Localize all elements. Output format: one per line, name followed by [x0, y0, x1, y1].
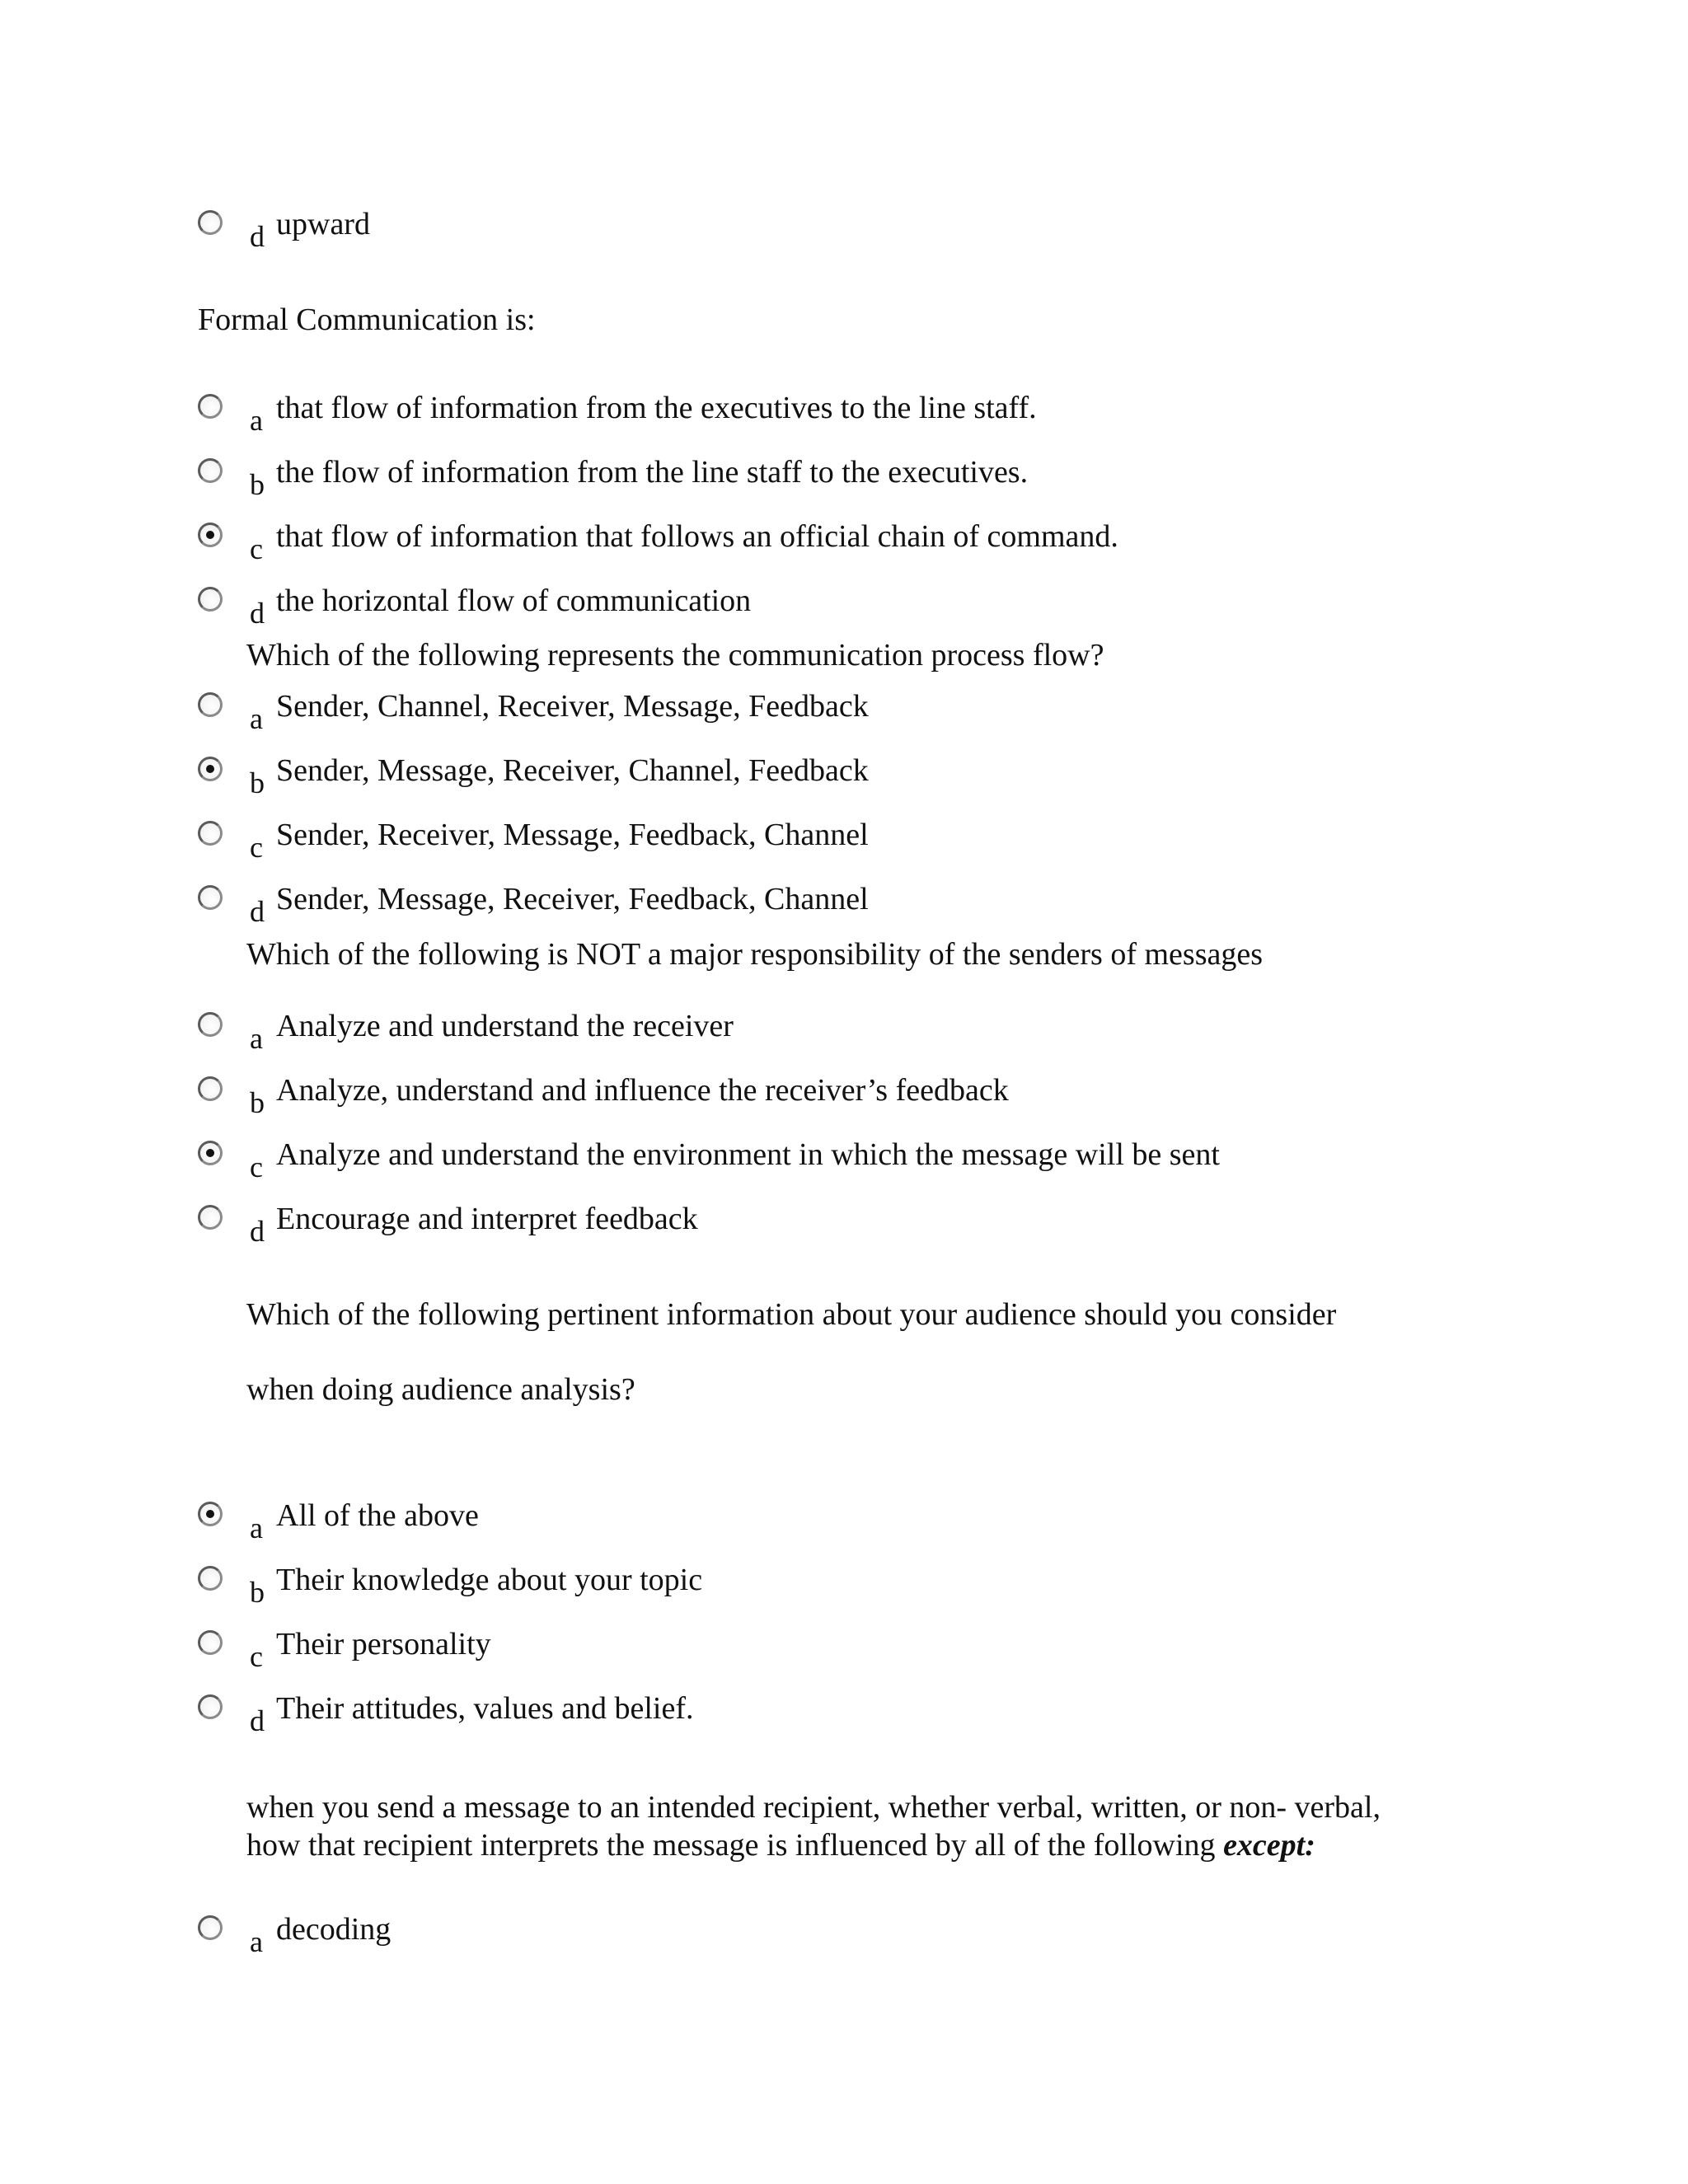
radio-button[interactable] [198, 692, 223, 717]
option-text: All of the above [276, 1498, 479, 1533]
question-4-option-b[interactable] [198, 1564, 702, 1614]
question-1-option-a[interactable] [198, 392, 1037, 442]
option-text: Sender, Receiver, Message, Feedback, Channel [276, 818, 869, 852]
question-2-prompt: Which of the following represents the communication process flow? [246, 638, 1104, 673]
option-letter: c [250, 1640, 263, 1673]
option-text: that flow of information from the executives to the line staff. [276, 391, 1037, 425]
question-4-option-d[interactable] [198, 1693, 694, 1742]
option-letter: b [250, 766, 265, 799]
option-text: Sender, Message, Receiver, Feedback, Channel [276, 882, 869, 916]
option-text: the flow of information from the line staff to the executives. [276, 455, 1029, 490]
radio-button[interactable] [198, 210, 223, 235]
question-1-option-b[interactable] [198, 457, 1028, 506]
radio-button[interactable] [198, 587, 223, 612]
question-2-option-b[interactable] [198, 755, 869, 804]
option-text: Analyze and understand the receiver [276, 1009, 734, 1043]
option-letter: a [250, 702, 263, 735]
option-text: upward [276, 207, 370, 241]
radio-button-selected[interactable] [198, 1502, 223, 1526]
option-text: Encourage and interpret feedback [276, 1202, 698, 1236]
radio-button[interactable] [198, 1012, 223, 1037]
option-text: Sender, Channel, Receiver, Message, Feedback [276, 689, 869, 724]
option-text: the horizontal flow of communication [276, 583, 752, 618]
option-text: Analyze, understand and influence the receiver’s feedback [276, 1073, 1009, 1108]
question-5-prompt-text: how that recipient interprets the message is influenced by all of the following [246, 1828, 1224, 1863]
option-letter: c [250, 1151, 263, 1183]
option-prev-d[interactable] [198, 209, 370, 258]
question-4-option-c[interactable] [198, 1629, 491, 1678]
option-text: Their knowledge about your topic [276, 1563, 703, 1597]
option-text: that flow of information that follows an official chain of command. [276, 519, 1118, 554]
radio-button[interactable] [198, 458, 223, 483]
option-letter: c [250, 532, 263, 565]
question-5-prompt-line-2 [246, 1827, 1315, 1865]
radio-button[interactable] [198, 1566, 223, 1591]
option-letter: b [250, 1576, 265, 1609]
question-4-prompt-line-2: when doing audience analysis? [246, 1372, 635, 1407]
radio-button-selected[interactable] [198, 757, 223, 781]
question-3-option-b[interactable] [198, 1075, 1009, 1124]
question-2-option-a[interactable] [198, 691, 869, 740]
radio-button[interactable] [198, 1694, 223, 1719]
radio-button[interactable] [198, 1205, 223, 1230]
option-text: decoding [276, 1912, 392, 1947]
question-5-prompt-line-1: when you send a message to an intended recipient, whether verbal, written, or non- verbal, [246, 1790, 1381, 1825]
question-3-option-a[interactable] [198, 1010, 734, 1060]
option-letter: a [250, 1022, 263, 1055]
question-3-option-d[interactable] [198, 1203, 698, 1253]
option-letter: c [250, 831, 263, 864]
question-1-option-c[interactable] [198, 521, 1118, 570]
radio-button[interactable] [198, 394, 223, 419]
option-text: Sender, Message, Receiver, Channel, Feedback [276, 753, 869, 788]
option-letter: b [250, 1086, 265, 1119]
radio-button[interactable] [198, 1915, 223, 1940]
option-letter: a [250, 404, 263, 437]
question-2-option-d[interactable] [198, 883, 869, 933]
option-letter: a [250, 1925, 263, 1958]
option-text: Analyze and understand the environment in which the message will be sent [276, 1137, 1220, 1172]
question-5-option-a[interactable] [198, 1914, 391, 1963]
question-3-option-c[interactable] [198, 1139, 1220, 1188]
option-letter: d [250, 597, 265, 630]
radio-button-selected[interactable] [198, 1141, 223, 1165]
question-1-option-d[interactable] [198, 585, 751, 635]
question-4-option-a[interactable] [198, 1500, 479, 1549]
option-letter: d [250, 895, 265, 928]
question-4-prompt-line-1: Which of the following pertinent information about your audience should you consider [246, 1297, 1337, 1332]
option-letter: a [250, 1511, 263, 1544]
question-2-option-c[interactable] [198, 819, 869, 869]
radio-button[interactable] [198, 821, 223, 846]
radio-button-selected[interactable] [198, 523, 223, 547]
radio-button[interactable] [198, 1630, 223, 1655]
question-3-prompt: Which of the following is NOT a major responsibility of the senders of messages [246, 937, 1263, 972]
option-letter: d [250, 1704, 265, 1737]
radio-button[interactable] [198, 885, 223, 910]
question-5-prompt-emphasis: except: [1223, 1828, 1315, 1863]
radio-button[interactable] [198, 1076, 223, 1101]
option-text: Their personality [276, 1627, 491, 1661]
option-text: Their attitudes, values and belief. [276, 1691, 694, 1726]
option-letter: d [250, 220, 265, 253]
option-letter: b [250, 468, 265, 501]
option-letter: d [250, 1215, 265, 1248]
question-1-prompt: Formal Communication is: [198, 302, 536, 337]
